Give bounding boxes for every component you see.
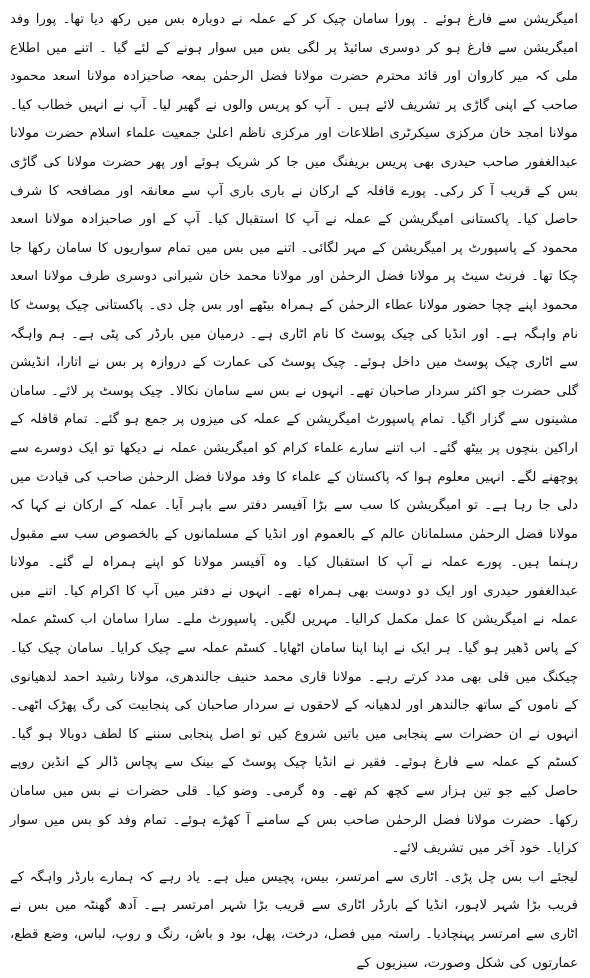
paragraph-1: امیگریشن سے فارغ ہوئے ۔ پورا سامان چیک کر کے عملہ نے دوبارہ بس میں رکھ دیا تھا۔ پورا وفد امیگریشن سے فارغ ہو کر دوسری سائیڈ پر لگی بس میں سوار ہونے کے لئے گیا ۔ اتنے میں اطلاع ملی کہ میر کاروان اور قائد محترم حضرت مولانا فضل الرحمٰن بمعہ صاحبزادہ مولانا اسعد محمود صاحب کے اپنی گاڑی پر تشریف لائے ہیں ۔ آپ کو پریس والوں نے گھیر لیا۔ آپ نے انہیں خطاب کیا۔ مولانا امجد خان مرکزی سیکرٹری اطلاعات اور مرکزی ناظم اعلیٰ جمعیت علماء اسلام حضرت مولانا عبدالغفور صاحب حیدری بھی پریس بریفنگ میں جا کر شریک ہوئے اور پھر حضرت مولانا کی گاڑی بس کے قریب آ کر رکی۔ پورے قافلہ کے ارکان نے باری باری آپ سے معانقہ اور مصافحہ کا شرف حاصل کیا۔ پاکستانی امیگریشن کے عملہ نے آپ کا استقبال کیا۔ آپ کے اور صاحبزادہ مولانا اسعد محمود کے پاسپورٹ پر امیگریشن کے مہر لگائی۔ اتنے میں بس میں تمام سواریوں کا سامان رکھا جا چکا تھا۔ فرنٹ سیٹ پر مولانا فضل الرحمٰن اور مولانا محمد خان شیرانی دوسری طرف مولانا اسعد محمود اپنے چچا حضور مولانا عطاء الرحمٰن کے ہمراہ بیٹھے اور بس چل دی۔ پاکستانی چیک پوسٹ کا نام واہگہ ہے۔ اور انڈیا کی چیک پوسٹ کا نام اٹاری ہے۔ درمیان میں بارڈر کی پٹی ہے۔ ہم واہگہ سے اٹاری چیک پوسٹ میں داخل ہوئے۔ چیک پوسٹ کی عمارت کے دروازہ پر بس نے اتارا، انڈیشن گلی حضرت جو اکثر سردار صاحبان تھے۔ انہوں نے بس سے سامان نکالا۔ چیک پوسٹ پر لائے۔ سامان مشینوں سے گزار اگیا۔ تمام پاسپورٹ امیگریشن کے عملہ کی میزوں پر جمع ہو گئے۔ تمام قافلہ کے اراکین بنچوں پر بیٹھ گئے۔ اب اتنے سارے علماء کرام کو امیگریشن عملہ نے دیکھا تو ایک دوسرے سے پوچھنے لگے۔ انہیں معلوم ہوا کہ پاکستان کے علماء کا وفد مولانا فضل الرحمٰن صاحب کی قیادت میں دلی جا رہا ہے۔ تو امیگریشن کا سب سے بڑا آفیسر دفتر سے باہر آیا۔ عملہ کے ارکان نے کہا کہ مولانا فضل الرحمٰن مسلمانان عالم کے بالعموم اور انڈیا کے مسلمانوں کے بالخصوص سب سے مقبول رہنما ہیں۔ پورے عملہ نے آپ کا استقبال کیا۔ وہ آفیسر مولانا کو اپنے ہمراہ لے گئے۔ مولانا عبدالغفور حیدری اور ایک دو دوست بھی ہمراہ تھے۔ انہوں نے دفتر میں آپ کا اکرام کیا۔ اتنے میں عملہ نے امیگریشن کا عمل مکمل کرالیا۔ مہریں لگیں۔ پاسپورٹ ملے۔ سارا سامان اب کسٹم عملہ کے پاس ڈھیر ہو گیا۔ ہر ایک نے اپنا اپنا سامان اٹھایا۔ کسٹم عملہ سے چیک کرایا۔ سامان چیک کیا۔ چیکنگ میں قلی بھی مدد کرتے رہے۔ مولانا قاری محمد حنیف جالندھری، مولانا رشید احمد لدھیانوی کے ناموں کے ساتھ جالندھر اور لدھیانہ کے لاحقوں نے سردار صاحبان کی پنجابیت کی رگ پھڑک اٹھی۔ انہوں نے ان حضرات سے پنجابی میں باتیں شروع کیں تو اصل پنجابی سننے کا لطف دوبالا ہو گیا۔ کسٹم کے عملہ سے فارغ ہوئے۔ فقیر نے انڈیا چیک پوسٹ کے بینک سے پچاس ڈالر کے انڈین روپے حاصل کیے جو تین ہزار سے کچھ کم تھے۔ وہ گرمی۔ وضو کیا۔ قلی حضرات نے بس میں سامان رکھا۔ حضرت مولانا فضل الرحمٰن صاحب بس کے سامنے آ کھڑے ہوئے۔ تمام وفد کو بس میں سوار کرایا۔ خود آخر میں تشریف لائے۔ xyxy=(10,12,578,857)
urdu-body-text xyxy=(10,6,578,978)
paragraph-2: لیجئے اب بس چل پڑی۔ اٹاری سے امرتسر، بیس، پچیس میل ہے۔ یاد رہے کہ ہمارے بارڈر واہگہ کے قریب بڑا شہر لاہور، انڈیا کے بارڈر اٹاری سے قریب بڑا شہر امرتسر ہے۔ آدھ گھنٹہ میں بس نے اٹاری سے امرتسر پہنچادیا۔ راستہ میں فصل، درخت، پھل، بود و باش، رنگ و روپ، لباس، وضع قطع، عمارتوں کی شکل وصورت، سبزیوں کے xyxy=(10,869,578,971)
